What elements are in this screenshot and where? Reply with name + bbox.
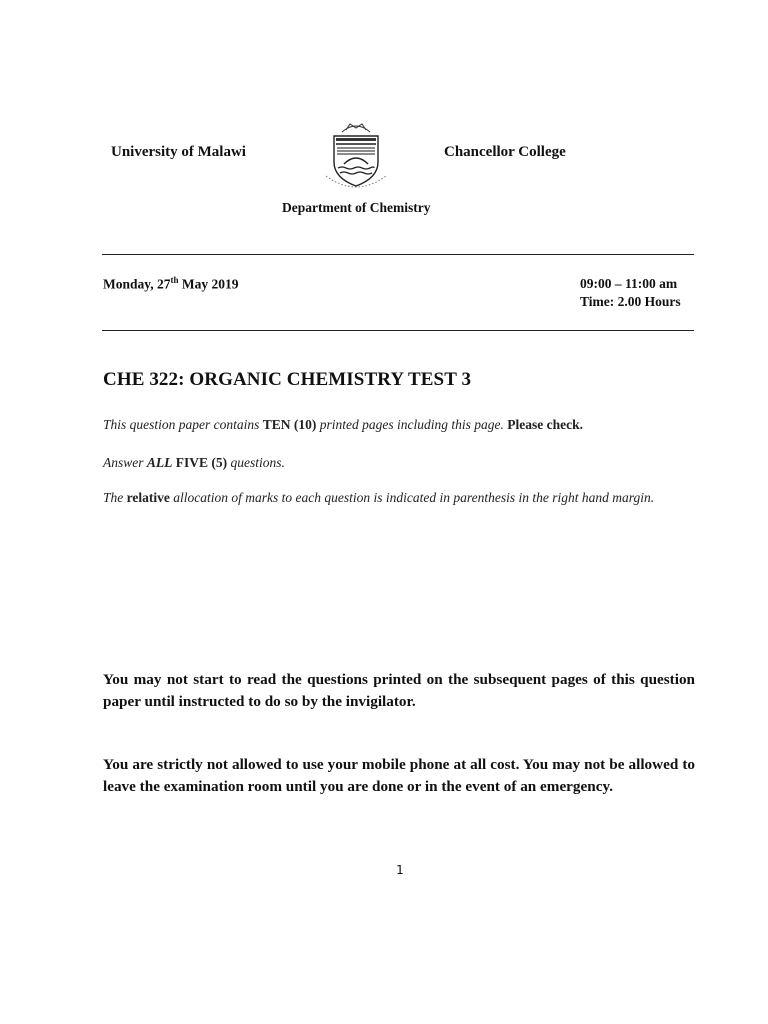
- instruction-marks-p2: relative: [126, 490, 170, 505]
- instruction-pages-p2: TEN (10): [262, 417, 317, 432]
- department-name: Department of Chemistry: [282, 200, 431, 215]
- instruction-answer: [103, 455, 695, 471]
- warning-start: You may not start to read the questions printed on the subsequent pages of this question paper until instructed to do so by the invigilator.: [103, 671, 695, 710]
- instruction-answer-p1: Answer: [103, 455, 147, 470]
- exam-date-rest: May 2019: [178, 276, 239, 292]
- university-crest-icon: [320, 118, 392, 194]
- exam-date: [103, 275, 239, 293]
- university-name: University of Malawi: [111, 144, 246, 160]
- instruction-pages-p4: Please check.: [503, 417, 583, 432]
- instruction-marks: [103, 489, 695, 507]
- instruction-answer-p3: FIVE (5): [172, 455, 228, 470]
- instruction-pages-p3: printed pages including this page.: [316, 417, 504, 432]
- instruction-marks-p3: allocation of marks to each question is indicated in parenthesis in the right hand margin.: [169, 490, 655, 505]
- exam-date-day: Monday, 27: [103, 276, 171, 292]
- exam-time-range: 09:00 – 11:00 am: [580, 276, 678, 291]
- exam-title: CHE 322: ORGANIC CHEMISTRY TEST 3: [103, 369, 472, 390]
- warning-phone: You are strictly not allowed to use your mobile phone at all cost. You may not be allowed to leave the examination room until you are done or in the event of an emergency.: [103, 756, 695, 795]
- college-name: Chancellor College: [444, 144, 566, 160]
- page-number: 1: [396, 863, 404, 877]
- exam-date-suffix: th: [170, 275, 179, 285]
- instruction-pages: [103, 417, 695, 433]
- instruction-answer-p4: questions.: [227, 455, 285, 470]
- top-divider: [102, 254, 694, 255]
- instruction-marks-p1: The: [103, 490, 127, 505]
- exam-duration: Time: 2.00 Hours: [580, 294, 681, 309]
- instruction-answer-p2: ALL: [146, 455, 173, 470]
- bottom-divider: [102, 330, 694, 331]
- instruction-pages-p1: This question paper contains: [103, 417, 263, 432]
